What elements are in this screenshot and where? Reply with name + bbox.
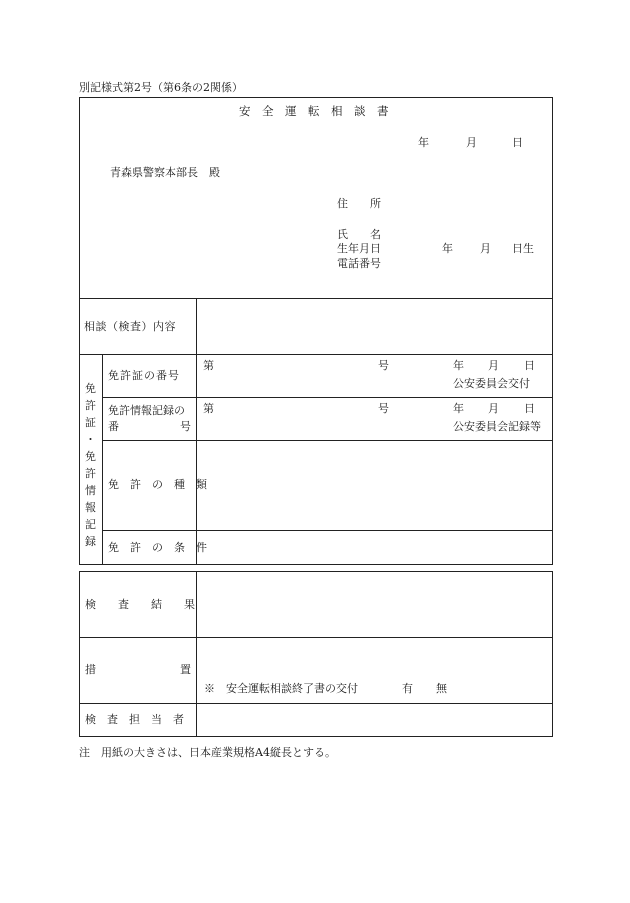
inspection-result-field[interactable]	[197, 572, 552, 637]
license-number-go: 号	[378, 359, 389, 372]
measures-label-a: 措	[85, 663, 96, 676]
addressee: 青森県警察本部長 殿	[110, 166, 220, 179]
date-month-label: 月	[466, 136, 477, 149]
divider	[102, 354, 103, 565]
record-number-month: 月	[488, 402, 499, 415]
license-number-month: 月	[488, 359, 499, 372]
record-number-day: 日	[524, 402, 535, 415]
birthdate-label: 生年月日	[337, 242, 381, 255]
inspector-field[interactable]	[197, 704, 552, 736]
date-year-label: 年	[418, 136, 429, 149]
side-label-char: 許	[85, 467, 96, 480]
form-reference: 別記様式第2号（第6条の2関係）	[79, 81, 243, 94]
record-number-issuer: 公安委員会記録等	[453, 420, 541, 433]
license-type-label: 免 許 の 種 類	[108, 478, 207, 491]
name-label: 氏 名	[337, 228, 381, 241]
measures-label-b: 置	[180, 663, 191, 676]
side-label-char: 免	[85, 450, 96, 463]
license-number-dai: 第	[203, 359, 214, 372]
birth-month-label: 月	[480, 242, 491, 255]
side-label-char: 証	[85, 416, 96, 429]
divider	[79, 354, 553, 355]
side-label-char: 情	[85, 484, 96, 497]
license-number-year: 年	[453, 359, 464, 372]
consult-content-label: 相談（検査）内容	[84, 320, 176, 333]
side-label-char: 録	[85, 535, 96, 548]
consult-content-field[interactable]	[197, 299, 552, 354]
side-label-char: ・	[85, 433, 96, 446]
license-group-side-label	[79, 380, 102, 550]
option-yes[interactable]: 有	[402, 682, 413, 695]
record-number-year: 年	[453, 402, 464, 415]
license-number-day: 日	[524, 359, 535, 372]
side-label-char: 許	[85, 399, 96, 412]
inspection-result-label: 検 査 結 果	[85, 598, 195, 611]
record-number-dai: 第	[203, 402, 214, 415]
license-condition-field[interactable]	[197, 531, 552, 564]
form-title: 安 全 運 転 相 談 書	[239, 104, 389, 118]
side-label-char: 免	[85, 382, 96, 395]
record-number-go: 号	[378, 402, 389, 415]
license-number-issuer: 公安委員会交付	[453, 377, 530, 390]
option-no[interactable]: 無	[436, 682, 447, 695]
date-day-label: 日	[512, 136, 523, 149]
side-label-char: 報	[85, 501, 96, 514]
divider	[102, 397, 553, 398]
license-condition-label: 免 許 の 条 件	[108, 541, 207, 554]
birth-day-label: 日生	[512, 242, 534, 255]
record-number-label-ban: 番	[108, 420, 119, 433]
record-number-label-line1: 免許情報記録の	[108, 404, 185, 417]
phone-label: 電話番号	[337, 257, 381, 270]
record-number-label-go: 号	[180, 420, 191, 433]
completion-certificate-note: ※ 安全運転相談終了書の交付	[204, 682, 358, 695]
license-type-field[interactable]	[197, 441, 552, 530]
birth-year-label: 年	[442, 242, 453, 255]
divider	[79, 637, 553, 638]
side-label-char: 記	[85, 518, 96, 531]
address-label: 住 所	[337, 197, 381, 210]
inspector-label: 検 査 担 当 者	[85, 713, 184, 726]
footnote: 注 用紙の大きさは、日本産業規格A4縦長とする。	[79, 746, 336, 759]
license-number-label: 免許証の番号	[108, 369, 180, 382]
